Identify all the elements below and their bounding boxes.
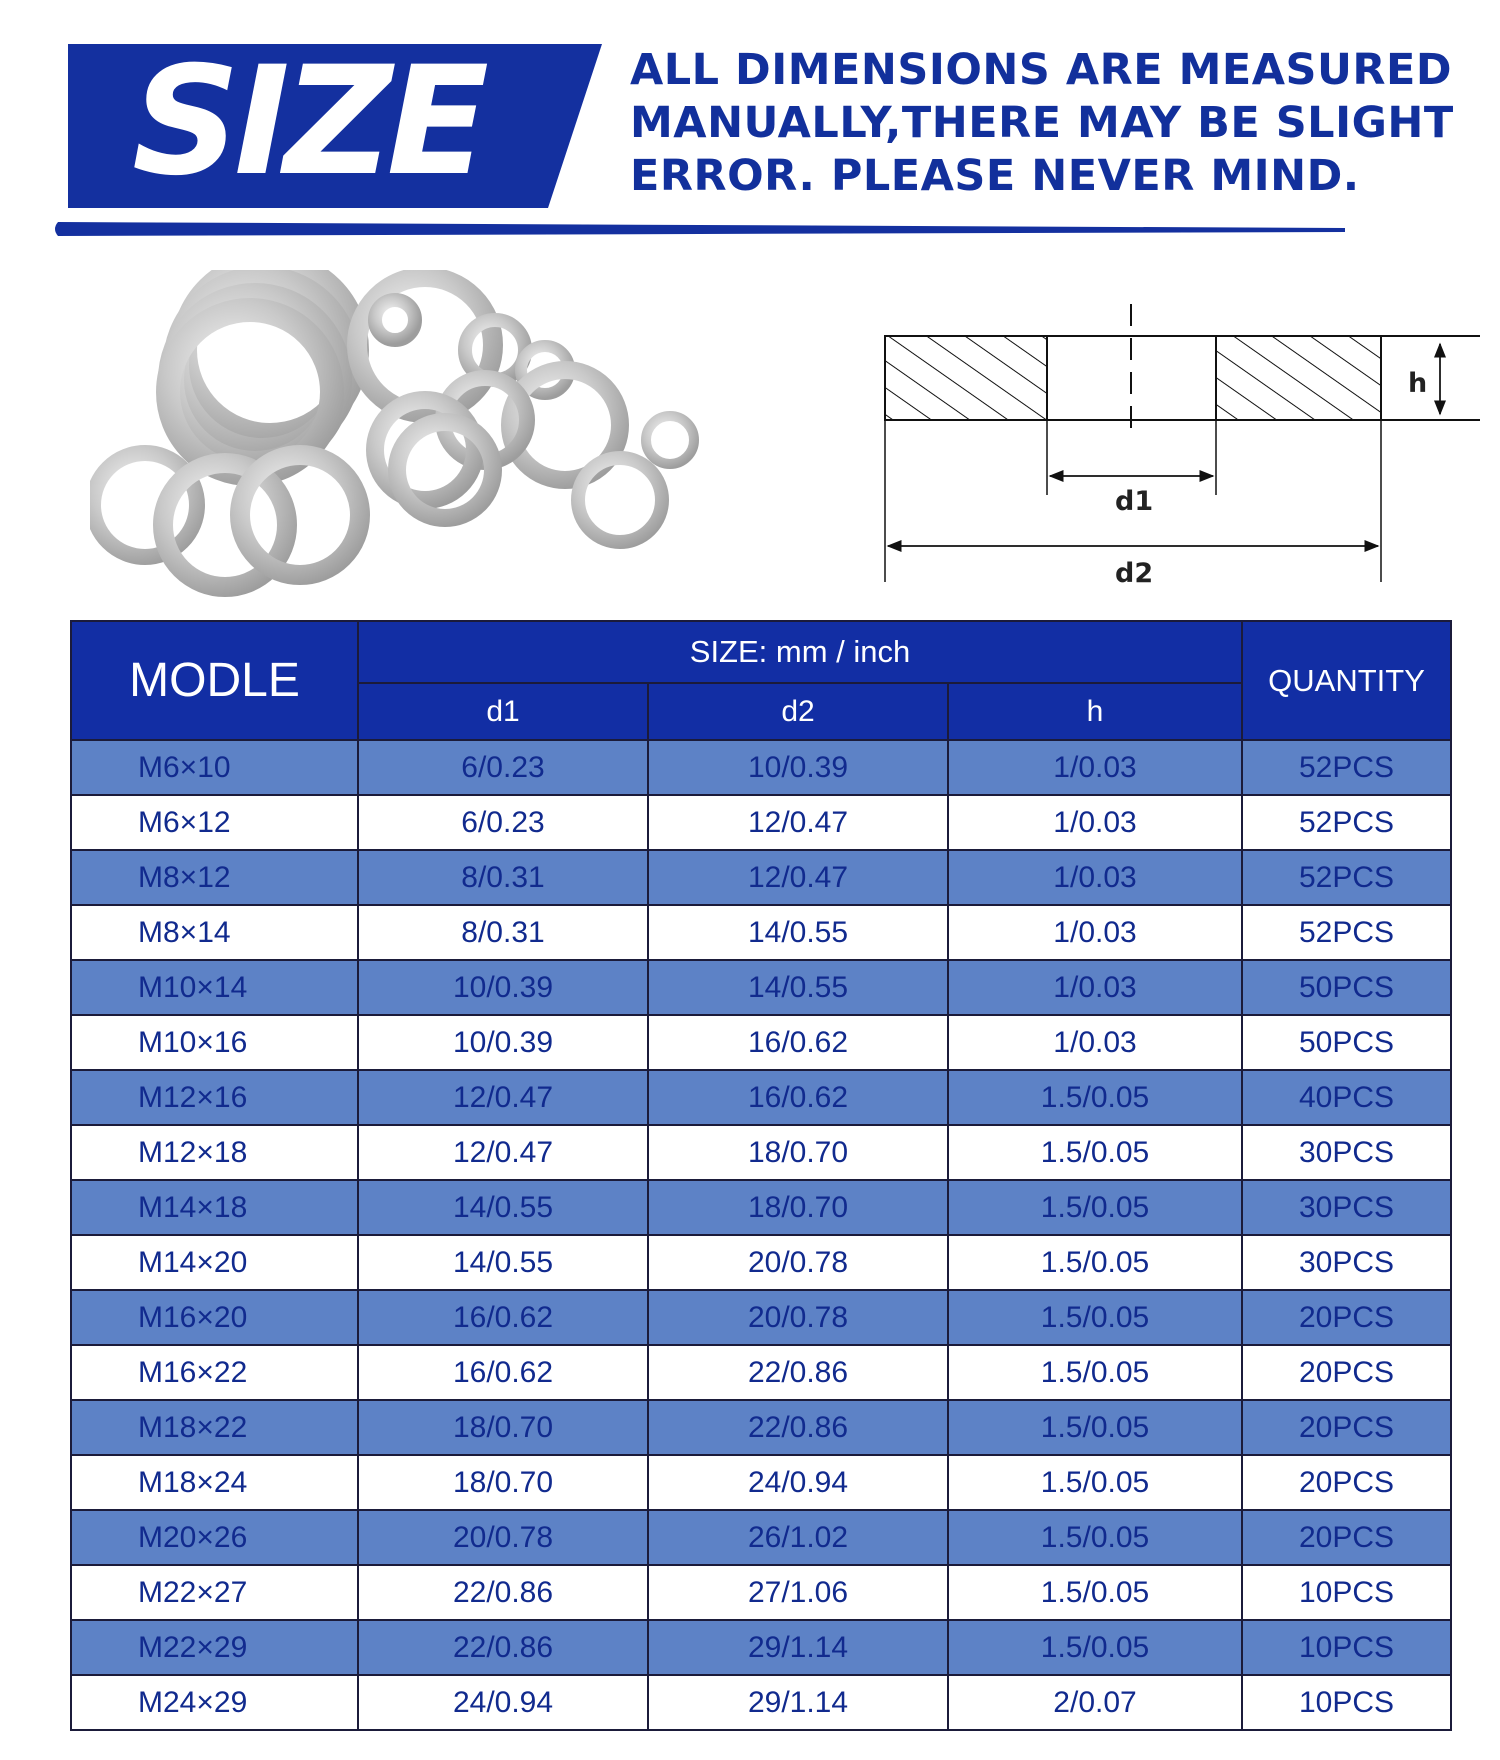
notice-line-2: MANUALLY,THERE MAY BE SLIGHT: [630, 98, 1454, 148]
model-cell: M8×14: [71, 905, 358, 960]
d2-cell: 14/0.55: [648, 960, 948, 1015]
size-title: SIZE: [132, 35, 484, 209]
table-row: [71, 1180, 1451, 1235]
quantity-cell: 20PCS: [1242, 1345, 1451, 1400]
d2-cell: 12/0.47: [648, 795, 948, 850]
d2-cell: 10/0.39: [648, 740, 948, 795]
model-cell: M10×14: [71, 960, 358, 1015]
notice-line-1: ALL DIMENSIONS ARE MEASURED: [630, 45, 1453, 95]
d2-cell: 27/1.06: [648, 1565, 948, 1620]
d1-cell: 18/0.70: [358, 1400, 648, 1455]
d2-cell: 16/0.62: [648, 1015, 948, 1070]
h-cell: 1/0.03: [948, 960, 1242, 1015]
h-cell: 1.5/0.05: [948, 1565, 1242, 1620]
d2-cell: 20/0.78: [648, 1235, 948, 1290]
quantity-cell: 20PCS: [1242, 1510, 1451, 1565]
table-row: [71, 1675, 1451, 1730]
label-d1: d1: [1115, 486, 1154, 517]
model-cell: M8×12: [71, 850, 358, 905]
h-cell: 1/0.03: [948, 740, 1242, 795]
d1-cell: 20/0.78: [358, 1510, 648, 1565]
model-cell: M10×16: [71, 1015, 358, 1070]
size-table: [70, 620, 1452, 1731]
table-row: [71, 1070, 1451, 1125]
d2-cell: 18/0.70: [648, 1125, 948, 1180]
model-cell: M18×24: [71, 1455, 358, 1510]
model-cell: M16×20: [71, 1290, 358, 1345]
d1-cell: 8/0.31: [358, 850, 648, 905]
quantity-cell: 50PCS: [1242, 1015, 1451, 1070]
model-cell: M16×22: [71, 1345, 358, 1400]
notice-line-3: ERROR. PLEASE NEVER MIND.: [630, 151, 1360, 201]
quantity-cell: 52PCS: [1242, 795, 1451, 850]
d2-cell: 12/0.47: [648, 850, 948, 905]
table-row: [71, 1455, 1451, 1510]
quantity-cell: 20PCS: [1242, 1455, 1451, 1510]
d1-cell: 6/0.23: [358, 795, 648, 850]
measurement-notice: [630, 44, 1490, 203]
quantity-cell: 52PCS: [1242, 905, 1451, 960]
d2-cell: 29/1.14: [648, 1620, 948, 1675]
table-row: [71, 1235, 1451, 1290]
header-h: h: [948, 683, 1242, 740]
d1-cell: 22/0.86: [358, 1565, 648, 1620]
header-quantity: QUANTITY: [1242, 621, 1451, 740]
washer-dimension-diagram: [860, 290, 1490, 610]
right-section: [1216, 336, 1381, 420]
h-cell: 1.5/0.05: [948, 1455, 1242, 1510]
quantity-cell: 52PCS: [1242, 740, 1451, 795]
d1-cell: 12/0.47: [358, 1125, 648, 1180]
table-row: [71, 1510, 1451, 1565]
d2-cell: 22/0.86: [648, 1345, 948, 1400]
table-row: [71, 1620, 1451, 1675]
h-cell: 1.5/0.05: [948, 1345, 1242, 1400]
table-header-row: [71, 621, 1451, 683]
table-row: [71, 1565, 1451, 1620]
model-cell: M20×26: [71, 1510, 358, 1565]
model-cell: M14×18: [71, 1180, 358, 1235]
quantity-cell: 20PCS: [1242, 1400, 1451, 1455]
table-row: [71, 1015, 1451, 1070]
quantity-cell: 30PCS: [1242, 1235, 1451, 1290]
d1-cell: 8/0.31: [358, 905, 648, 960]
label-h: h: [1408, 368, 1428, 399]
h-cell: 2/0.07: [948, 1675, 1242, 1730]
h-cell: 1/0.03: [948, 795, 1242, 850]
header-d1: d1: [358, 683, 648, 740]
d1-cell: 14/0.55: [358, 1235, 648, 1290]
model-cell: M24×29: [71, 1675, 358, 1730]
d1-cell: 10/0.39: [358, 960, 648, 1015]
model-cell: M6×10: [71, 740, 358, 795]
model-cell: M12×16: [71, 1070, 358, 1125]
quantity-cell: 10PCS: [1242, 1620, 1451, 1675]
d1-cell: 14/0.55: [358, 1180, 648, 1235]
table-row: [71, 1290, 1451, 1345]
d2-cell: 26/1.02: [648, 1510, 948, 1565]
table-row: [71, 795, 1451, 850]
quantity-cell: 50PCS: [1242, 960, 1451, 1015]
table-body: [71, 740, 1451, 1730]
d1-cell: 22/0.86: [358, 1620, 648, 1675]
d2-cell: 16/0.62: [648, 1070, 948, 1125]
label-d2: d2: [1115, 558, 1154, 589]
left-section: [885, 336, 1047, 420]
size-banner: [0, 0, 1500, 240]
header-d2: d2: [648, 683, 948, 740]
h-cell: 1.5/0.05: [948, 1400, 1242, 1455]
h-cell: 1.5/0.05: [948, 1235, 1242, 1290]
h-cell: 1.5/0.05: [948, 1180, 1242, 1235]
quantity-cell: 10PCS: [1242, 1675, 1451, 1730]
model-cell: M12×18: [71, 1125, 358, 1180]
header-model: MODLE: [71, 621, 358, 740]
d2-cell: 29/1.14: [648, 1675, 948, 1730]
d2-cell: 18/0.70: [648, 1180, 948, 1235]
table-row: [71, 905, 1451, 960]
quantity-cell: 30PCS: [1242, 1180, 1451, 1235]
quantity-cell: 52PCS: [1242, 850, 1451, 905]
d1-cell: 12/0.47: [358, 1070, 648, 1125]
model-cell: M22×29: [71, 1620, 358, 1675]
model-cell: M18×22: [71, 1400, 358, 1455]
model-cell: M22×27: [71, 1565, 358, 1620]
d1-cell: 16/0.62: [358, 1290, 648, 1345]
table-row: [71, 850, 1451, 905]
h-cell: 1.5/0.05: [948, 1620, 1242, 1675]
table-row: [71, 960, 1451, 1015]
d1-cell: 24/0.94: [358, 1675, 648, 1730]
d2-cell: 24/0.94: [648, 1455, 948, 1510]
d2-cell: 14/0.55: [648, 905, 948, 960]
h-cell: 1.5/0.05: [948, 1510, 1242, 1565]
h-cell: 1/0.03: [948, 1015, 1242, 1070]
table-row: [71, 740, 1451, 795]
model-cell: M6×12: [71, 795, 358, 850]
h-cell: 1.5/0.05: [948, 1125, 1242, 1180]
header-size-group: SIZE: mm / inch: [358, 621, 1242, 683]
d2-cell: 20/0.78: [648, 1290, 948, 1345]
table-row: [71, 1400, 1451, 1455]
washers-photo: [90, 270, 770, 620]
table-row: [71, 1345, 1451, 1400]
model-cell: M14×20: [71, 1235, 358, 1290]
quantity-cell: 40PCS: [1242, 1070, 1451, 1125]
d1-cell: 6/0.23: [358, 740, 648, 795]
d1-cell: 10/0.39: [358, 1015, 648, 1070]
h-cell: 1/0.03: [948, 850, 1242, 905]
d1-cell: 16/0.62: [358, 1345, 648, 1400]
d2-cell: 22/0.86: [648, 1400, 948, 1455]
quantity-cell: 30PCS: [1242, 1125, 1451, 1180]
d1-cell: 18/0.70: [358, 1455, 648, 1510]
quantity-cell: 10PCS: [1242, 1565, 1451, 1620]
table-row: [71, 1125, 1451, 1180]
h-cell: 1/0.03: [948, 905, 1242, 960]
h-cell: 1.5/0.05: [948, 1290, 1242, 1345]
h-cell: 1.5/0.05: [948, 1070, 1242, 1125]
quantity-cell: 20PCS: [1242, 1290, 1451, 1345]
